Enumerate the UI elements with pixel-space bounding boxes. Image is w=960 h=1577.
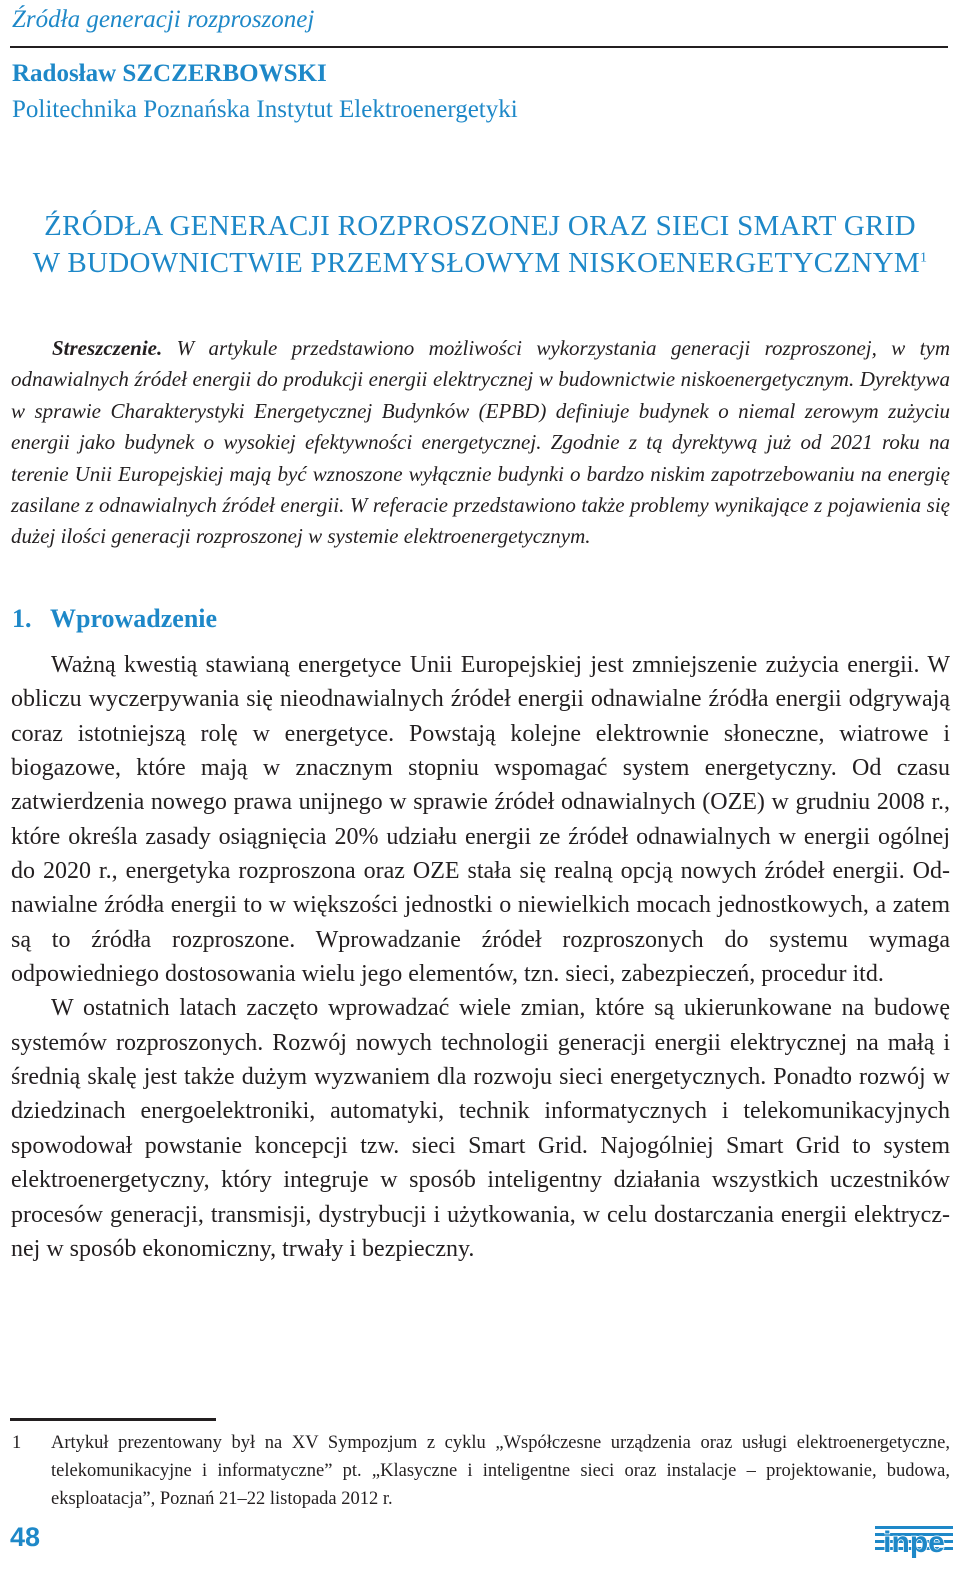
title-line-2-text: W BUDOWNICTWIE PRZEMYSŁOWYM NISKOENERGETYCZNYM — [32, 247, 920, 279]
abstract — [11, 333, 950, 553]
section-body — [11, 648, 950, 1266]
title-footnote-ref[interactable]: 1 — [919, 250, 928, 266]
section-title: Wprowadzenie — [50, 604, 218, 633]
author-affiliation: Politechnika Poznańska Instytut Elektroenergetyki — [12, 96, 518, 123]
header-rule — [10, 46, 948, 48]
body-paragraph: W ostatnich latach zaczęto wprowadzać wiele zmian, które są ukierunkowane na budowę systemów rozproszonych. Rozwój nowych technologii generacji energii elektrycznej na małą i średnią skalę jest także dużym wyzwaniem dla rozwoju sieci energetycznych. Ponadto rozwój w dziedzinach energoelektroniki, automatyki, technik informatycznych i telekomunikacyjnych spowodował powstanie koncepcji tzw. sieci Smart Grid. Najogólniej Smart Grid to system elektroenergetyczny, który integruje w sposób inteligentny działania wszystkich uczestników procesów generacji, transmisji, dystrybucji i użytkowania, w celu dostarczania energii elektrycznej w sposób ekonomiczny, trwały i bezpieczny. — [11, 995, 950, 1262]
title-line-1: ŹRÓDŁA GENERACJI ROZPROSZONEJ ORAZ SIECI SMART GRID — [44, 210, 916, 242]
running-header: Źródła generacji rozproszonej — [12, 6, 315, 33]
logo-text: inpe — [883, 1526, 945, 1559]
publisher-logo — [875, 1522, 953, 1560]
footnote — [12, 1429, 950, 1513]
body-paragraph: Ważną kwestią stawianą energetyce Unii Europejskiej jest zmniejszenie zużycia energii. W obliczu wyczerpywania się nieodnawialnych źródeł energii odnawialne źródła energii odgrywają coraz istotniejszą rolę w energetyce. Powstają kolejne elektrownie słoneczne, wiatrowe i biogazowe, które mają w znacznym stopniu wspomagać system energetyczny. Od czasu zatwierdzenia nowego prawa unijnego w sprawie źródeł odnawialnych (OZE) w grudniu 2008 r., które określa zasady osiągnięcia 20% udziału energii ze źródeł odnawialnych w energii ogólnej do 2020 r., energetyka rozproszona oraz OZE stała się realną opcją nowych źródeł energii. Odnawialne źródła energii to w większości jednostki o niewielkich mocach jednostkowych, a zatem są to źródła rozproszone. Wprowadzanie źródeł rozproszonych do systemu wymaga odpowiedniego dostosowania wielu jego elementów, tzn. sieci, zabezpieczeń, procedur itd. — [11, 652, 950, 988]
paper-title — [10, 208, 950, 282]
author-name: Radosław SZCZERBOWSKI — [12, 60, 327, 87]
page-number: 48 — [10, 1522, 41, 1552]
footnote-text: Artykuł prezentowany był na XV Sympozjum z cyklu „Współczesne urządzenia oraz usługi elektroenergetyczne, telekomunikacyjne i informatyczne” pt. „Klasyczne i inteligentne sieci oraz instalacje – projektowanie, budowa, eksploatacja”, Poznań 21–22 listopada 2012 r. — [51, 1433, 950, 1509]
abstract-label: Streszczenie. — [52, 336, 163, 360]
section-heading — [12, 604, 217, 634]
title-line-2 — [10, 245, 950, 282]
footnote-rule — [10, 1418, 216, 1421]
section-number: 1. — [12, 604, 32, 633]
abstract-text: W artykule przedstawiono możliwości wykorzystania generacji rozproszonej, w tym odnawialnych źródeł energii do produkcji energii elektrycznej w budownictwie niskoenergetycznym. Dyrektywa w sprawie Charakterystyki Energetycznej Budynków (EPBD) definiuje budynek o niemal zerowym zużyciu energii jako budynek o wysokiej efektywności energetycznej. Zgodnie z tą dyrektywą już od 2021 roku na terenie Unii Europejskiej mają być wznoszone wyłącznie budynki o bardzo niskim zapotrzebowaniu na energię zasilane z odnawialnych źródeł energii. W referacie przedstawiono także problemy wynikające z pojawienia się dużej ilości generacji rozproszonej w systemie elektroenergetycznym. — [11, 336, 950, 549]
footnote-number: 1 — [12, 1433, 22, 1453]
